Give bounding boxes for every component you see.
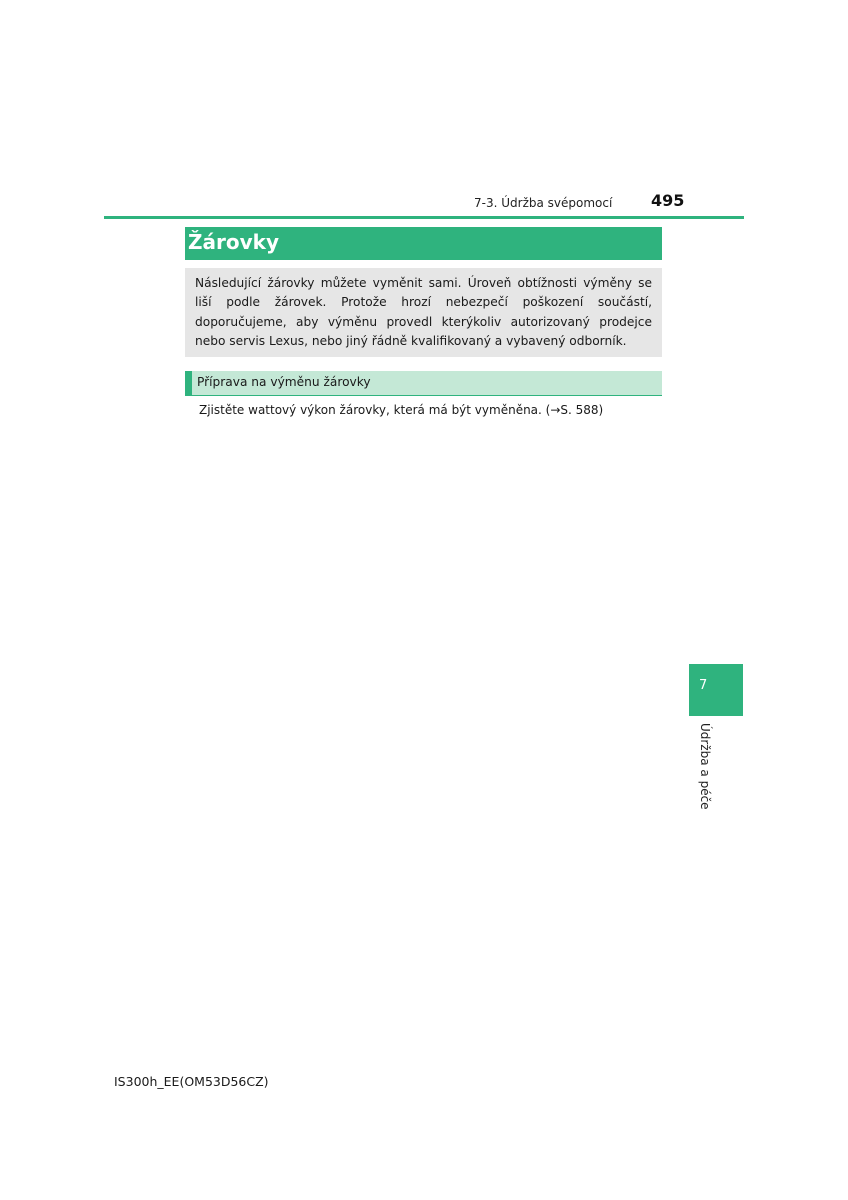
- page-reference-link[interactable]: S. 588): [560, 403, 604, 417]
- body-text: Zjistěte wattový výkon žárovky, která má být vyměněna. (: [199, 403, 551, 417]
- page-number: 495: [651, 191, 685, 210]
- chapter-label: Údržba a péče: [698, 723, 712, 810]
- chapter-tab[interactable]: [689, 664, 743, 716]
- chapter-number: 7: [699, 678, 708, 693]
- header-divider: [104, 216, 744, 219]
- document-code: IS300h_EE(OM53D56CZ): [114, 1074, 269, 1089]
- subsection-accent: [185, 371, 192, 395]
- arrow-right-icon: →: [550, 403, 561, 417]
- intro-text: Následující žárovky můžete vyměnit sami. Úroveň obtížnosti výměny se liší podle žárovek. Protože hrozí nebezpečí poškození součástí, doporučujeme, aby výměnu provedl kterýkoliv autorizovaný prodejce nebo servis Lexus, nebo jiný řádně kvalifikovaný a vybavený odborník.: [195, 276, 652, 348]
- section-title: Žárovky: [188, 230, 279, 254]
- running-header-section: 7-3. Údržba svépomocí: [474, 196, 613, 210]
- subsection-heading-bar: [185, 371, 662, 396]
- body-paragraph: [199, 403, 603, 417]
- subsection-heading: Příprava na výměnu žárovky: [197, 375, 371, 389]
- section-title-bar: [185, 227, 662, 260]
- intro-box: [185, 268, 662, 357]
